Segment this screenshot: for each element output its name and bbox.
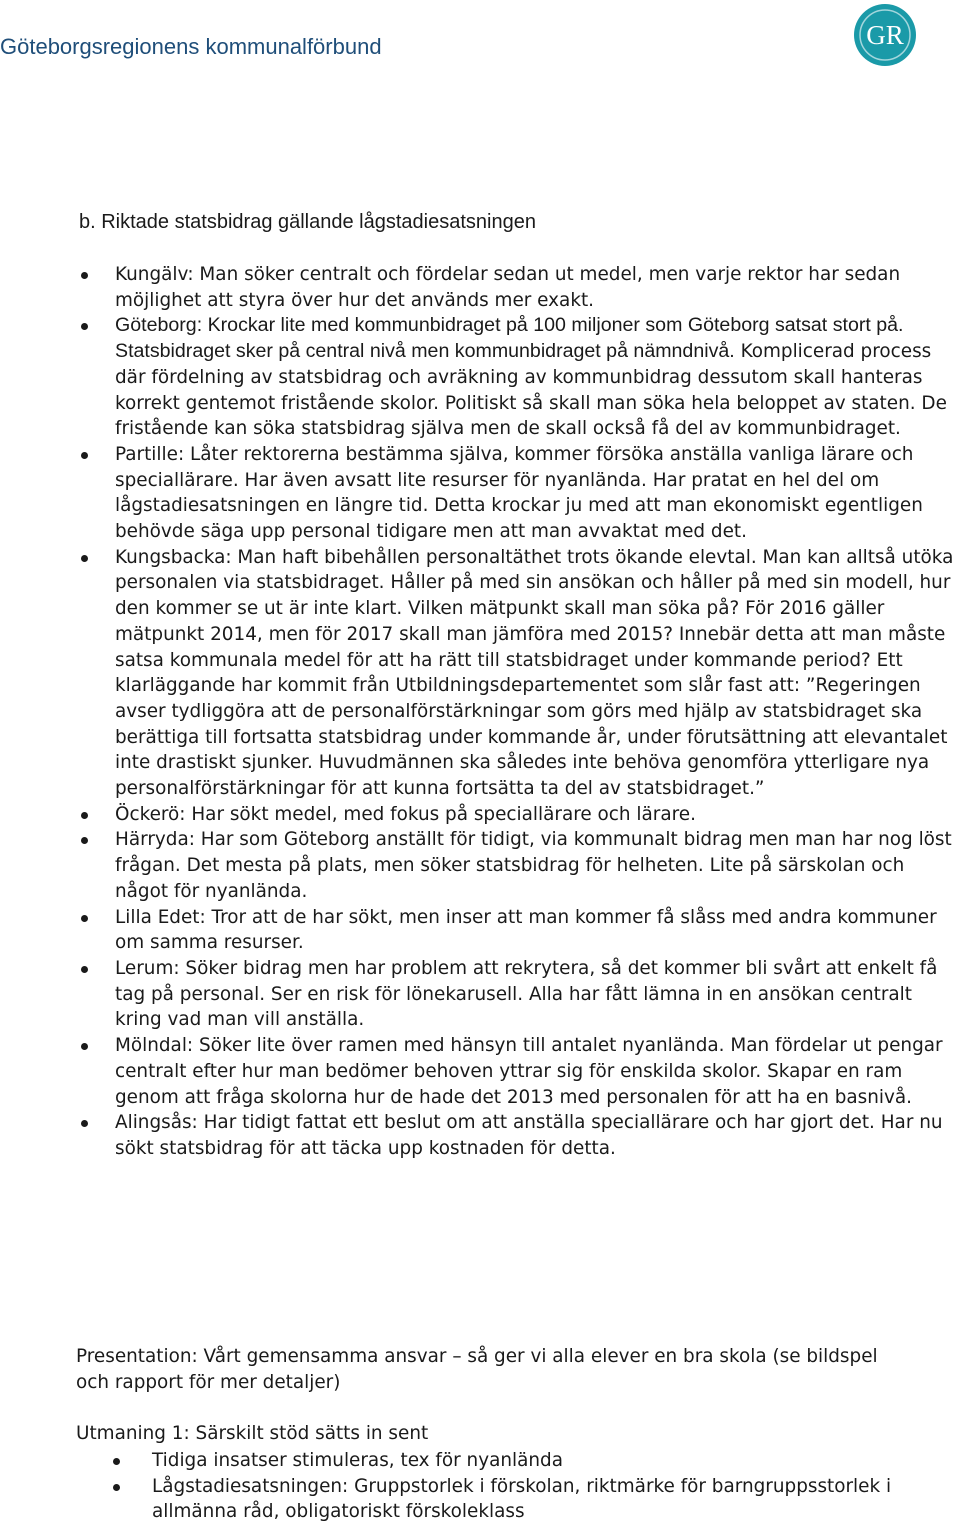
section-title: b. Riktade statsbidrag gällande lågstadiesatsningen [79,211,536,233]
list-item-goteborg [79,313,959,442]
list-item-text: Kungsbacka: Man haft bibehållen personaltäthet trots ökande elevtal. Man kan alltså utöka personalen via statsbidraget. Håller på med sin ansökan och håller på med sin modell, hur den kommer se ut är inte klart. Vilken mätpunkt skall man söka på? För 2016 gäller mätpunkt 2014, men för 2017 skall man jämföra med 2015? Innebär detta att man måste satsa kommunala medel för att ha rätt till statsbidraget under kommande period? Ett klarläggande har kommit från Utbildningsdepartementet som slår fast att: ”Regeringen avser tydliggöra att de personalförstärkningar som görs med hjälp av statsbidraget ska berättiga till fortsatta statsbidrag under kommande år, under förutsättning att elevantalet inte drastiskt sjunker. Huvudmännen ska således inte behöva genomföra ytterligare nya personalförstärkningar för att kunna fortsätta ta del av statsbidraget.” [115,546,954,800]
presentation-paragraph: Presentation: Vårt gemensamma ansvar – så ger vi alla elever en bra skola (se bildspel och rapport för mer detaljer) [76,1346,878,1393]
organization-name: Göteborgsregionens kommunalförbund [0,34,382,59]
gr-logo-icon [852,2,918,68]
challenge-item: Lågstadiesatsningen: Gruppstorlek i förskolan, riktmärke för barngruppsstorlek i allmänna råd, obligatoriskt förskoleklass [113,1474,913,1525]
list-item-lerum [79,956,959,1033]
list-item-text: Mölndal: Söker lite över ramen med hänsyn till antalet nyanlända. Man fördelar ut pengar centralt efter hur man bedömer behoven yttrar sig för enskilda skolor. Skapar en ram genom att fråga skolorna hur de hade det 2013 med personalen för att ha en basnivå. [115,1035,943,1108]
list-item-text: Härryda: Har som Göteborg anställt för tidigt, via kommunalt bidrag men man har nog löst frågan. Det mesta på plats, men söker statsbidrag för helheten. Lite på särskolan och något för nyanlända. [115,829,952,902]
list-item-text: Partille: Låter rektorerna bestämma själva, kommer försöka anställa vanliga lärare och speciallärare. Har även avsatt lite resurser för nyanlända. Har pratat en hel del om lågstadiesatsningen en längre tid. Detta krockar ju med att man ekonomiskt egentligen behövde säga upp personal tidigare men att man avvaktat med det. [115,443,923,543]
list-item-harryda [79,827,959,904]
challenge-list [113,1448,913,1525]
list-item-ockero [79,802,959,828]
list-item-alingsas [79,1110,959,1161]
challenge-item: Tidiga insatser stimuleras, tex för nyanlända [113,1448,913,1474]
list-item-kungalv [79,262,959,313]
list-item-text: Öckerö: Har sökt medel, med fokus på speciallärare och lärare. [115,803,696,825]
list-item-text: Lerum: Söker bidrag men har problem att rekrytera, så det kommer bli svårt att enkelt få tag på personal. Ser en risk för lönekarusell. Alla har fått lämna in en ansökan centralt kring vad man vill anställa. [115,957,938,1031]
list-item-text-continued: Komplicerad process där fördelning av statsbidrag och avräkning av kommunbidrag dessutom skall hanteras korrekt gentemot fristående skolor. Politiskt så skall man söka hela beloppet av staten. De fristående kan söka statsbidrag själva men de skall också få del av kommunbidraget. [115,341,947,440]
list-item-text: Alingsås: Har tidigt fattat ett beslut om att anställa speciallärare och har gjort det. Har nu sökt statsbidrag för att täcka upp kostnaden för detta. [115,1112,943,1159]
challenge-title: Utmaning 1: Särskilt stöd sätts in sent [76,1423,429,1444]
logo-text: GR [866,20,904,50]
list-item-text: Göteborg: Krockar lite med kommunbidraget på 100 miljoner som Göteborg satsat stort på. Statsbidraget sker på central nivå men kommunbidraget på nämndnivå. [115,314,904,363]
list-item-text: Kungälv: Man söker centralt och fördelar sedan ut medel, men varje rektor har sedan möjlighet att styra över hur det används mer exakt. [115,264,901,311]
list-item-kungsbacka [79,545,959,802]
list-item-lilla-edet [79,905,959,956]
list-item-text: Lilla Edet: Tror att de har sökt, men inser att man kommer få slåss med andra kommuner om samma resurser. [115,906,937,954]
municipality-list [79,262,959,1162]
list-item-molndal [79,1033,959,1110]
list-item-partille [79,442,959,545]
